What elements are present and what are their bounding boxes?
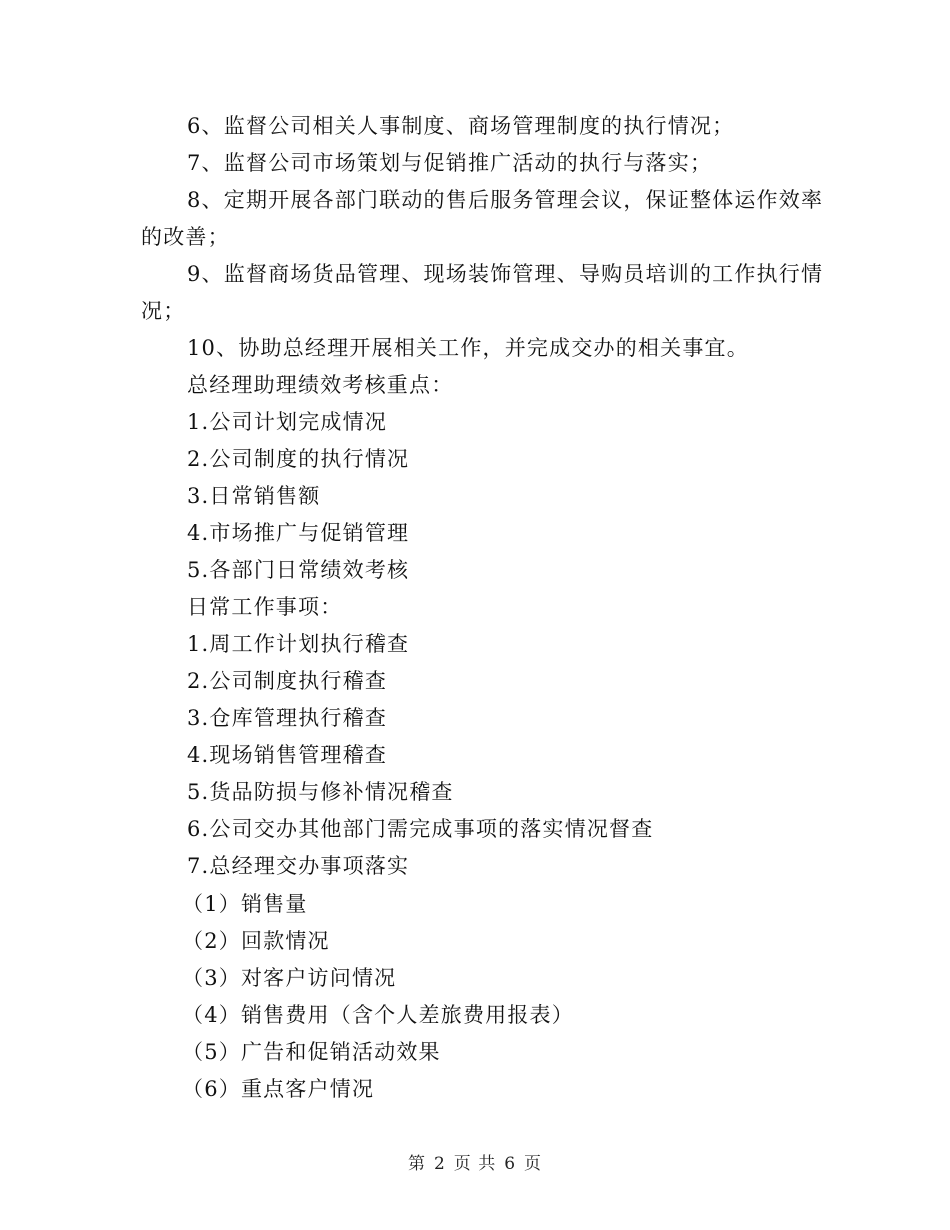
- duty-line-8: 8、定期开展各部门联动的售后服务管理会议，保证整体运作效率: [187, 188, 824, 212]
- daily-item: 7.总经理交办事项落实: [187, 854, 410, 878]
- footer-prefix: 第: [407, 1154, 426, 1174]
- kpi-item: 5.各部门日常绩效考核: [187, 558, 410, 582]
- page-footer: [0, 1152, 950, 1176]
- sub-item: （4）销售费用（含个人差旅费用报表）: [182, 1003, 574, 1027]
- kpi-item: 1.公司计划完成情况: [187, 410, 388, 434]
- kpi-item: 2.公司制度的执行情况: [187, 447, 410, 471]
- duty-line-6: 6、监督公司相关人事制度、商场管理制度的执行情况；: [187, 114, 735, 138]
- sub-item: （6）重点客户情况: [182, 1077, 375, 1101]
- duty-line-8-cont: 的改善；: [141, 225, 230, 249]
- daily-item: 2.公司制度执行稽查: [187, 669, 388, 693]
- kpi-item: 3.日常销售额: [187, 484, 321, 508]
- footer-mid: 页 共: [453, 1154, 497, 1174]
- duty-line-10: 10、协助总经理开展相关工作，并完成交办的相关事宜。: [187, 336, 749, 360]
- total-pages-number: 6: [504, 1154, 517, 1174]
- footer-suffix: 页: [524, 1154, 543, 1174]
- duty-line-7: 7、监督公司市场策划与促销推广活动的执行与落实；: [187, 151, 713, 175]
- kpi-item: 4.市场推广与促销管理: [187, 521, 410, 545]
- daily-item: 5.货品防损与修补情况稽查: [187, 780, 454, 804]
- daily-item: 3.仓库管理执行稽查: [187, 706, 388, 730]
- duty-line-9-cont: 况；: [141, 299, 186, 323]
- sub-item: （1）销售量: [182, 892, 308, 916]
- sub-item: （3）对客户访问情况: [182, 966, 397, 990]
- duty-line-9: 9、监督商场货品管理、现场装饰管理、导购员培训的工作执行情: [187, 262, 824, 286]
- sub-item: （2）回款情况: [182, 929, 330, 953]
- sub-item: （5）广告和促销活动效果: [182, 1040, 441, 1064]
- daily-item: 4.现场销售管理稽查: [187, 743, 388, 767]
- daily-item: 6.公司交办其他部门需完成事项的落实情况督查: [187, 817, 654, 841]
- daily-heading: 日常工作事项：: [187, 595, 343, 619]
- daily-item: 1.周工作计划执行稽查: [187, 632, 410, 656]
- current-page-number: 2: [433, 1154, 446, 1174]
- kpi-heading: 总经理助理绩效考核重点：: [187, 373, 454, 397]
